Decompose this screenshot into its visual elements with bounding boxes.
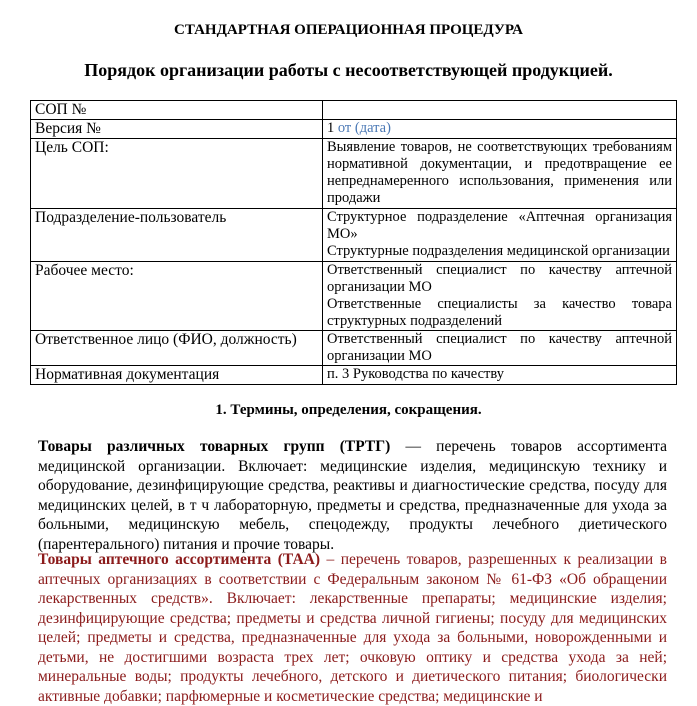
workplace-value (323, 262, 677, 331)
table-row (31, 120, 677, 139)
purpose-label: Цель СОП: (31, 139, 323, 209)
user-department-label: Подразделение-пользователь (31, 209, 323, 262)
table-row (31, 262, 677, 331)
version-value (323, 120, 677, 139)
sop-number-value (323, 101, 677, 120)
version-number: 1 (327, 120, 335, 136)
document-title: СТАНДАРТНАЯ ОПЕРАЦИОННАЯ ПРОЦЕДУРА (173, 22, 523, 38)
sop-number-label: СОП № (31, 101, 323, 120)
term-definition: – перечень товаров, разрешенных к реализации в аптечных организациях в соответствии с Федеральным законом № 61-ФЗ «Об обращении лекарственных средств». Включает: лекарственные препараты; медицинские изделия; дезинфицирующие средства; предметы и средства личной гигиены; посуду для медицинских целей; предметы и средства, предназначенные для ухода за больными, новорожденными и детьми, не достигшими возраста трех лет; очковую оптику и средства ухода за ней; минеральные воды; продукты лечебного, детского и диетического питания; биологически активные добавки; парфюмерные и косметические средства; медицинские и (38, 551, 667, 705)
purpose-value: Выявление товаров, не соответствующих требованиям нормативной документации, и предотвращение ее непреднамеренного использования, применения или продажи (323, 139, 677, 209)
table-row (31, 139, 677, 209)
normative-docs-label: Нормативная документация (31, 366, 323, 385)
user-department-line-2: Структурные подразделения медицинской организации (327, 243, 670, 259)
term-name: Товары аптечного ассортимента (ТАА) (38, 551, 321, 568)
normative-docs-value: п. 3 Руководства по качеству (323, 366, 677, 385)
term-paragraph (38, 437, 667, 554)
responsible-person-label: Ответственное лицо (ФИО, должность) (31, 331, 323, 366)
document-subtitle: Порядок организации работы с несоответствующей продукцией. (84, 60, 613, 80)
term-definition: — перечень товаров ассортимента медицинской организации. Включает: медицинские изделия, медицинскую технику и оборудование, дезинфицирующие средства, реактивы и диагностические средства, посуду для медицинских целей, в т ч лабораторную, предметы и средства, предназначенные для ухода за больными, медицинскую мебель, спецодежду, продукты лечебного диетического (парентерального) питания и прочие товары. (38, 438, 667, 553)
term-name: Товары различных товарных групп (ТРТГ) (38, 438, 391, 455)
workplace-line-1: Ответственный специалист по качеству аптечной организации МО (327, 262, 672, 295)
term-paragraph (38, 550, 667, 706)
version-date-placeholder: от (дата) (337, 120, 391, 136)
table-row (31, 209, 677, 262)
user-department-line-1: Структурное подразделение «Аптечная организация МО» (327, 209, 672, 242)
responsible-person-value: Ответственный специалист по качеству аптечной организации МО (323, 331, 677, 366)
workplace-label: Рабочее место: (31, 262, 323, 331)
user-department-value (323, 209, 677, 262)
workplace-line-2: Ответственные специалисты за качество товара структурных подразделений (327, 296, 672, 329)
version-label: Версия № (31, 120, 323, 139)
table-row (31, 331, 677, 366)
sop-info-table (30, 100, 677, 385)
table-row (31, 101, 677, 120)
section-heading: 1. Термины, определения, сокращения. (215, 402, 482, 418)
table-row (31, 366, 677, 385)
